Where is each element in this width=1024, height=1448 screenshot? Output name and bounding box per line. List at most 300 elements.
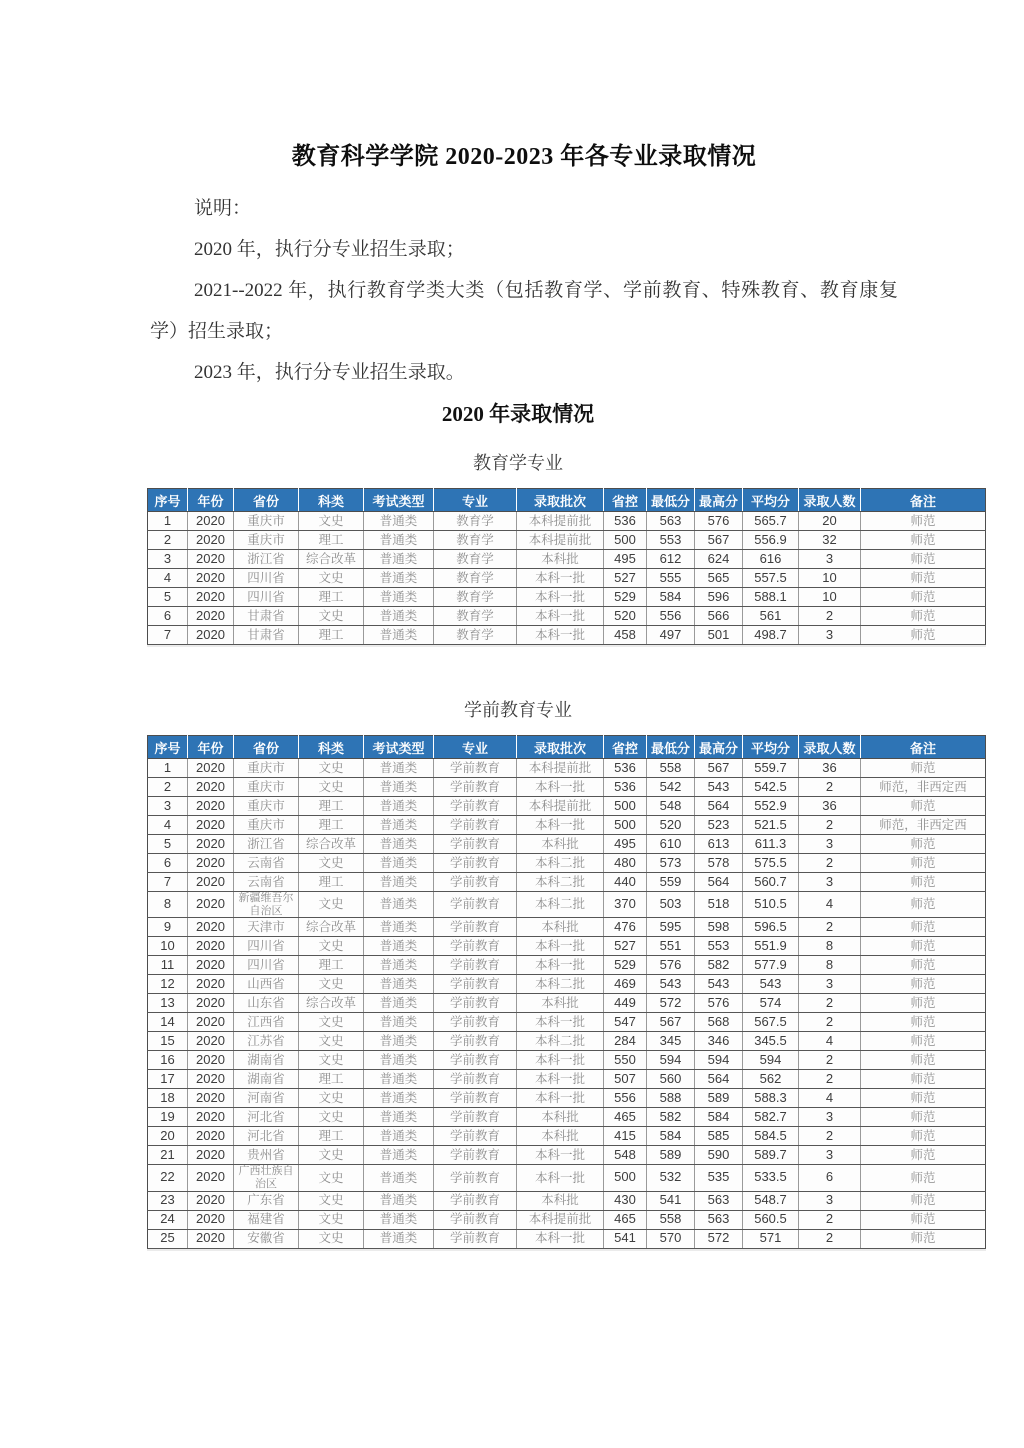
table-cell: 2020 xyxy=(188,550,234,569)
table-cell: 566 xyxy=(695,607,743,626)
table-cell: 2 xyxy=(799,1013,861,1032)
table-row xyxy=(148,1165,986,1191)
table-cell: 师范 xyxy=(861,1013,986,1032)
table-cell: 2 xyxy=(148,778,188,797)
table-cell: 本科二批 xyxy=(517,873,604,892)
table-cell: 612 xyxy=(647,550,695,569)
table-cell: 学前教育 xyxy=(434,1089,517,1108)
table-cell: 590 xyxy=(695,1146,743,1165)
table-cell: 595 xyxy=(647,918,695,937)
table-cell: 普通类 xyxy=(364,588,434,607)
table-cell: 553 xyxy=(695,937,743,956)
table-row xyxy=(148,975,986,994)
table-cell: 541 xyxy=(604,1229,647,1248)
table-cell: 安徽省 xyxy=(234,1229,299,1248)
table-cell: 2020 xyxy=(188,1013,234,1032)
table-cell: 师范 xyxy=(861,892,986,918)
table-row xyxy=(148,873,986,892)
table-cell: 547 xyxy=(604,1013,647,1032)
table-row xyxy=(148,892,986,918)
table-cell: 河北省 xyxy=(234,1127,299,1146)
table-cell: 585 xyxy=(695,1127,743,1146)
table-cell: 10 xyxy=(799,588,861,607)
table-cell: 2020 xyxy=(188,759,234,778)
education-admission-table xyxy=(147,488,986,645)
table-cell: 本科一批 xyxy=(517,569,604,588)
table-cell: 577.9 xyxy=(743,956,799,975)
table-cell: 师范 xyxy=(861,759,986,778)
table-cell: 本科提前批 xyxy=(517,797,604,816)
table-row xyxy=(148,1013,986,1032)
table-cell: 556.9 xyxy=(743,531,799,550)
table-cell: 589 xyxy=(647,1146,695,1165)
table-cell: 学前教育 xyxy=(434,1051,517,1070)
table-cell: 普通类 xyxy=(364,1229,434,1248)
table-cell: 588.1 xyxy=(743,588,799,607)
column-header: 录取人数 xyxy=(799,489,861,512)
table-cell: 3 xyxy=(799,626,861,645)
table-cell: 2020 xyxy=(188,569,234,588)
table-cell: 重庆市 xyxy=(234,816,299,835)
table-cell: 2 xyxy=(799,1127,861,1146)
table-cell: 学前教育 xyxy=(434,1108,517,1127)
column-header: 序号 xyxy=(148,736,188,759)
table-cell: 584.5 xyxy=(743,1127,799,1146)
table-cell: 582 xyxy=(695,956,743,975)
table-cell: 综合改革 xyxy=(299,918,364,937)
note-line-1: 2020 年，执行分专业招生录取； xyxy=(194,239,465,260)
table-cell: 568 xyxy=(695,1013,743,1032)
table-cell: 520 xyxy=(604,607,647,626)
table-cell: 学前教育 xyxy=(434,873,517,892)
table-cell: 611.3 xyxy=(743,835,799,854)
table-cell: 本科批 xyxy=(517,1191,604,1210)
table-cell: 529 xyxy=(604,588,647,607)
table-cell: 师范 xyxy=(861,1089,986,1108)
table-cell: 学前教育 xyxy=(434,1032,517,1051)
table-cell: 582 xyxy=(647,1108,695,1127)
table-cell: 普通类 xyxy=(364,759,434,778)
table-cell: 2020 xyxy=(188,1210,234,1229)
table-cell: 2020 xyxy=(188,1070,234,1089)
table-cell: 文史 xyxy=(299,569,364,588)
table-cell: 4 xyxy=(799,1032,861,1051)
table-cell: 江西省 xyxy=(234,1013,299,1032)
table-cell: 2020 xyxy=(188,1108,234,1127)
table-cell: 普通类 xyxy=(364,892,434,918)
table-cell: 2 xyxy=(799,1210,861,1229)
table-cell: 571 xyxy=(743,1229,799,1248)
table-cell: 学前教育 xyxy=(434,816,517,835)
table-cell: 师范 xyxy=(861,1210,986,1229)
table-cell: 文史 xyxy=(299,759,364,778)
table-cell: 文史 xyxy=(299,1051,364,1070)
table-row xyxy=(148,531,986,550)
table-cell: 学前教育 xyxy=(434,975,517,994)
table-cell: 广西壮族自治区 xyxy=(234,1165,299,1191)
table-cell: 10 xyxy=(799,569,861,588)
table-cell: 本科一批 xyxy=(517,607,604,626)
table-cell: 重庆市 xyxy=(234,778,299,797)
table-cell: 548 xyxy=(604,1146,647,1165)
table-cell: 3 xyxy=(799,1191,861,1210)
table-cell: 24 xyxy=(148,1210,188,1229)
table-cell: 文史 xyxy=(299,607,364,626)
table-cell: 师范 xyxy=(861,1229,986,1248)
table-cell: 理工 xyxy=(299,797,364,816)
table-cell: 理工 xyxy=(299,816,364,835)
table-cell: 542.5 xyxy=(743,778,799,797)
table-cell: 理工 xyxy=(299,1070,364,1089)
table-row xyxy=(148,1210,986,1229)
table-cell: 本科一批 xyxy=(517,816,604,835)
table-cell: 2020 xyxy=(188,512,234,531)
table-cell: 普通类 xyxy=(364,550,434,569)
column-header: 专业 xyxy=(434,736,517,759)
table-cell: 4 xyxy=(148,569,188,588)
table-cell: 综合改革 xyxy=(299,835,364,854)
table-row xyxy=(148,626,986,645)
table-cell: 普通类 xyxy=(364,975,434,994)
table-cell: 465 xyxy=(604,1108,647,1127)
table-cell: 536 xyxy=(604,512,647,531)
table-cell: 564 xyxy=(695,873,743,892)
table-cell: 师范 xyxy=(861,512,986,531)
column-header: 序号 xyxy=(148,489,188,512)
table-cell: 567.5 xyxy=(743,1013,799,1032)
table-cell: 师范，非西定西 xyxy=(861,816,986,835)
table-cell: 17 xyxy=(148,1070,188,1089)
table-cell: 普通类 xyxy=(364,956,434,975)
table-cell: 500 xyxy=(604,1165,647,1191)
table-cell: 2020 xyxy=(188,835,234,854)
table-cell: 师范 xyxy=(861,975,986,994)
column-header: 平均分 xyxy=(743,489,799,512)
column-header: 录取批次 xyxy=(517,489,604,512)
column-header: 年份 xyxy=(188,489,234,512)
table-cell: 559.7 xyxy=(743,759,799,778)
table-cell: 师范 xyxy=(861,956,986,975)
table-cell: 2020 xyxy=(188,626,234,645)
table-cell: 本科二批 xyxy=(517,892,604,918)
table-cell: 师范 xyxy=(861,1032,986,1051)
table-cell: 师范 xyxy=(861,918,986,937)
table-cell: 师范 xyxy=(861,550,986,569)
table-cell: 284 xyxy=(604,1032,647,1051)
table-cell: 2020 xyxy=(188,1146,234,1165)
table-cell: 551 xyxy=(647,937,695,956)
table-cell: 师范 xyxy=(861,607,986,626)
table-cell: 507 xyxy=(604,1070,647,1089)
table-cell: 567 xyxy=(647,1013,695,1032)
table-cell: 570 xyxy=(647,1229,695,1248)
table-cell: 本科一批 xyxy=(517,1165,604,1191)
table-cell: 文史 xyxy=(299,854,364,873)
table-row xyxy=(148,835,986,854)
table-cell: 536 xyxy=(604,759,647,778)
table-cell: 582.7 xyxy=(743,1108,799,1127)
table-cell: 476 xyxy=(604,918,647,937)
table-cell: 普通类 xyxy=(364,531,434,550)
table-cell: 523 xyxy=(695,816,743,835)
preschool-table-caption: 学前教育专业 xyxy=(464,700,572,720)
column-header: 省控 xyxy=(604,489,647,512)
table-cell: 2020 xyxy=(188,1089,234,1108)
table-cell: 师范 xyxy=(861,626,986,645)
table-cell: 563 xyxy=(695,1191,743,1210)
table-cell: 500 xyxy=(604,797,647,816)
table-cell: 文史 xyxy=(299,778,364,797)
table-cell: 本科批 xyxy=(517,918,604,937)
table-cell: 师范 xyxy=(861,873,986,892)
table-cell: 536 xyxy=(604,778,647,797)
table-cell: 本科提前批 xyxy=(517,1210,604,1229)
column-header: 考试类型 xyxy=(364,489,434,512)
table-cell: 文史 xyxy=(299,1165,364,1191)
table-cell: 学前教育 xyxy=(434,1146,517,1165)
table-cell: 学前教育 xyxy=(434,937,517,956)
table-cell: 理工 xyxy=(299,588,364,607)
table-cell: 学前教育 xyxy=(434,1165,517,1191)
column-header: 最高分 xyxy=(695,489,743,512)
table-cell: 12 xyxy=(148,975,188,994)
table-cell: 文史 xyxy=(299,1229,364,1248)
table-cell: 2020 xyxy=(188,778,234,797)
table-cell: 533.5 xyxy=(743,1165,799,1191)
table-cell: 重庆市 xyxy=(234,512,299,531)
column-header: 录取人数 xyxy=(799,736,861,759)
table-cell: 山东省 xyxy=(234,994,299,1013)
table-cell: 2020 xyxy=(188,975,234,994)
table-cell: 8 xyxy=(799,956,861,975)
table-cell: 本科二批 xyxy=(517,854,604,873)
table-cell: 616 xyxy=(743,550,799,569)
column-header: 平均分 xyxy=(743,736,799,759)
column-header: 备注 xyxy=(861,489,986,512)
table-cell: 588.3 xyxy=(743,1089,799,1108)
table-cell: 598 xyxy=(695,918,743,937)
table-row xyxy=(148,1108,986,1127)
column-header: 最高分 xyxy=(695,736,743,759)
table-cell: 本科一批 xyxy=(517,588,604,607)
table-cell: 普通类 xyxy=(364,1165,434,1191)
table-cell: 河南省 xyxy=(234,1089,299,1108)
table-row xyxy=(148,937,986,956)
table-cell: 10 xyxy=(148,937,188,956)
column-header: 备注 xyxy=(861,736,986,759)
table-cell: 497 xyxy=(647,626,695,645)
table-cell: 教育学 xyxy=(434,531,517,550)
table-cell: 3 xyxy=(799,873,861,892)
table-cell: 新疆维吾尔自治区 xyxy=(234,892,299,918)
table-cell: 561 xyxy=(743,607,799,626)
table-cell: 普通类 xyxy=(364,1032,434,1051)
table-cell: 21 xyxy=(148,1146,188,1165)
table-cell: 576 xyxy=(647,956,695,975)
table-cell: 2 xyxy=(799,994,861,1013)
table-cell: 529 xyxy=(604,956,647,975)
table-cell: 16 xyxy=(148,1051,188,1070)
table-cell: 四川省 xyxy=(234,937,299,956)
table-cell: 普通类 xyxy=(364,873,434,892)
table-cell: 556 xyxy=(604,1089,647,1108)
table-cell: 3 xyxy=(148,797,188,816)
table-cell: 2020 xyxy=(188,873,234,892)
table-cell: 594 xyxy=(695,1051,743,1070)
table-cell: 3 xyxy=(799,550,861,569)
table-cell: 文史 xyxy=(299,1032,364,1051)
table-cell: 四川省 xyxy=(234,588,299,607)
table-cell: 9 xyxy=(148,918,188,937)
table-cell: 584 xyxy=(647,588,695,607)
table-cell: 2020 xyxy=(188,531,234,550)
table-cell: 本科一批 xyxy=(517,778,604,797)
table-cell: 文史 xyxy=(299,1191,364,1210)
table-cell: 2020 xyxy=(188,994,234,1013)
table-cell: 理工 xyxy=(299,956,364,975)
table-cell: 5 xyxy=(148,588,188,607)
table-row xyxy=(148,854,986,873)
table-cell: 2 xyxy=(799,1229,861,1248)
table-cell: 文史 xyxy=(299,1210,364,1229)
table-cell: 2020 xyxy=(188,816,234,835)
table-cell: 本科一批 xyxy=(517,1146,604,1165)
table-cell: 本科提前批 xyxy=(517,759,604,778)
table-cell: 2 xyxy=(799,607,861,626)
table-cell: 415 xyxy=(604,1127,647,1146)
table-cell: 2020 xyxy=(188,1127,234,1146)
table-cell: 普通类 xyxy=(364,626,434,645)
table-cell: 普通类 xyxy=(364,1070,434,1089)
table-cell: 学前教育 xyxy=(434,778,517,797)
table-cell: 本科批 xyxy=(517,1127,604,1146)
table-row xyxy=(148,1229,986,1248)
table-row xyxy=(148,759,986,778)
table-cell: 师范 xyxy=(861,1051,986,1070)
table-cell: 465 xyxy=(604,1210,647,1229)
table-cell: 师范 xyxy=(861,854,986,873)
table-row xyxy=(148,1070,986,1089)
table-cell: 565.7 xyxy=(743,512,799,531)
table-cell: 师范 xyxy=(861,994,986,1013)
table-cell: 500 xyxy=(604,531,647,550)
table-cell: 594 xyxy=(647,1051,695,1070)
table-cell: 普通类 xyxy=(364,512,434,531)
table-cell: 师范 xyxy=(861,1127,986,1146)
table-cell: 521.5 xyxy=(743,816,799,835)
table-cell: 25 xyxy=(148,1229,188,1248)
table-row xyxy=(148,956,986,975)
table-cell: 610 xyxy=(647,835,695,854)
table-cell: 558 xyxy=(647,1210,695,1229)
table-cell: 普通类 xyxy=(364,569,434,588)
column-header: 专业 xyxy=(434,489,517,512)
table-cell: 3 xyxy=(799,835,861,854)
table-cell: 文史 xyxy=(299,1108,364,1127)
table-cell: 本科一批 xyxy=(517,1229,604,1248)
table-row xyxy=(148,588,986,607)
table-cell: 学前教育 xyxy=(434,892,517,918)
table-cell: 552.9 xyxy=(743,797,799,816)
table-cell: 2020 xyxy=(188,588,234,607)
table-cell: 2 xyxy=(799,1070,861,1089)
table-cell: 重庆市 xyxy=(234,759,299,778)
table-cell: 本科二批 xyxy=(517,1032,604,1051)
column-header: 省份 xyxy=(234,489,299,512)
table-cell: 教育学 xyxy=(434,512,517,531)
table-cell: 567 xyxy=(695,759,743,778)
table-cell: 文史 xyxy=(299,512,364,531)
table-cell: 普通类 xyxy=(364,1108,434,1127)
table-cell: 2020 xyxy=(188,797,234,816)
table-cell: 2020 xyxy=(188,956,234,975)
table-cell: 学前教育 xyxy=(434,918,517,937)
table-cell: 575.5 xyxy=(743,854,799,873)
table-row xyxy=(148,1051,986,1070)
table-cell: 理工 xyxy=(299,531,364,550)
table-cell: 346 xyxy=(695,1032,743,1051)
table-cell: 576 xyxy=(695,994,743,1013)
table-cell: 普通类 xyxy=(364,797,434,816)
column-header: 最低分 xyxy=(647,489,695,512)
table-cell: 430 xyxy=(604,1191,647,1210)
table-cell: 500 xyxy=(604,816,647,835)
table-cell: 2020 xyxy=(188,1229,234,1248)
table-cell: 594 xyxy=(743,1051,799,1070)
table-cell: 550 xyxy=(604,1051,647,1070)
table-row xyxy=(148,1089,986,1108)
table-cell: 教育学 xyxy=(434,588,517,607)
table-cell: 345 xyxy=(647,1032,695,1051)
table-cell: 543 xyxy=(695,975,743,994)
table-cell: 572 xyxy=(695,1229,743,1248)
table-row xyxy=(148,512,986,531)
table-cell: 教育学 xyxy=(434,607,517,626)
table-cell: 624 xyxy=(695,550,743,569)
table-cell: 2 xyxy=(799,854,861,873)
section-title-2020: 2020 年录取情况 xyxy=(441,402,595,426)
table-row xyxy=(148,569,986,588)
table-cell: 福建省 xyxy=(234,1210,299,1229)
column-header: 省控 xyxy=(604,736,647,759)
table-cell: 4 xyxy=(799,892,861,918)
table-cell: 普通类 xyxy=(364,835,434,854)
table-cell: 教育学 xyxy=(434,569,517,588)
table-cell: 553 xyxy=(647,531,695,550)
table-cell: 2020 xyxy=(188,1165,234,1191)
table-cell: 山西省 xyxy=(234,975,299,994)
table-cell: 19 xyxy=(148,1108,188,1127)
table-cell: 588 xyxy=(647,1089,695,1108)
table-cell: 589.7 xyxy=(743,1146,799,1165)
table-cell: 普通类 xyxy=(364,778,434,797)
table-cell: 理工 xyxy=(299,1127,364,1146)
column-header: 科类 xyxy=(299,736,364,759)
table-cell: 18 xyxy=(148,1089,188,1108)
table-row xyxy=(148,607,986,626)
table-cell: 师范 xyxy=(861,1146,986,1165)
table-cell: 普通类 xyxy=(364,1089,434,1108)
table-cell: 文史 xyxy=(299,1013,364,1032)
table-cell: 32 xyxy=(799,531,861,550)
table-cell: 本科批 xyxy=(517,550,604,569)
table-cell: 449 xyxy=(604,994,647,1013)
table-cell: 文史 xyxy=(299,937,364,956)
table-cell: 2 xyxy=(799,918,861,937)
table-cell: 云南省 xyxy=(234,873,299,892)
column-header: 省份 xyxy=(234,736,299,759)
preschool-admission-table xyxy=(147,735,986,1249)
